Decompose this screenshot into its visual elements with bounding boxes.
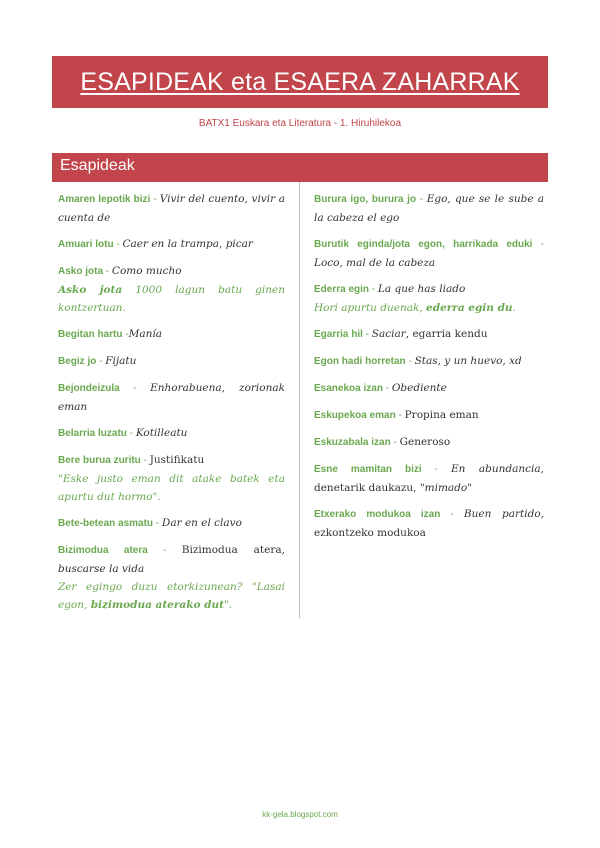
example-highlight: Asko jota [58, 284, 123, 296]
separator: - [122, 329, 129, 340]
example-text: . [512, 302, 516, 314]
meaning-text: Bizimodua atera, [181, 544, 285, 556]
expression-entry [314, 505, 544, 542]
meaning-text: Ego, que se le sube a la cabeza el ego [314, 193, 545, 224]
example-sentence [58, 281, 285, 317]
example-text: Hori apurtu duenak, [314, 302, 427, 314]
meaning-text: Stas, y un huevo, xd [414, 355, 522, 367]
separator: - [369, 284, 378, 295]
expression-term: Esanekoa izan [314, 383, 383, 394]
expression-term: Burutik eginda/jota egon, harrikada eduki [314, 239, 533, 250]
separator: - [103, 266, 112, 277]
separator: - [96, 356, 106, 367]
expression-entry [314, 352, 544, 371]
page-subtitle: BATX1 Euskara eta Literatura - 1. Hiruhilekoa [198, 118, 402, 129]
separator: - [416, 194, 427, 205]
separator: - [382, 383, 392, 394]
expression-term: Bizimodua atera [58, 545, 148, 556]
expression-term: Eskupekoa eman [314, 410, 396, 421]
section-header [52, 153, 548, 182]
expression-term: Egarria hil [314, 329, 363, 340]
expression-term: Belarria luzatu [58, 428, 127, 439]
meaning-text: La que has liado [377, 283, 466, 295]
meaning-text: Dar en el clavo [161, 517, 242, 529]
separator: - [150, 194, 160, 205]
separator: - [440, 509, 464, 520]
meaning-text: Loco, mal de la cabeza [314, 257, 436, 269]
separator: - [390, 437, 400, 448]
right-column [314, 182, 544, 542]
example-text: 1000 lagun batu ginen kontzertuan. [58, 284, 285, 314]
meaning-text: Vivir del cuento, vivir a cuenta de [58, 193, 286, 224]
section-title: Esapideak [60, 157, 135, 174]
example-text: ". [223, 599, 233, 611]
meaning-text: , egarria kendu [405, 328, 488, 340]
expression-entry [314, 190, 544, 227]
separator: - [147, 545, 182, 556]
expression-term: Amaren lepotik bizi [58, 194, 151, 205]
separator: - [395, 410, 405, 421]
example-text: Zer egingo duzu etorkizunean? "Lasai egon, [58, 581, 285, 611]
footer-url[interactable]: kk-gela.blogspot.com [262, 810, 338, 819]
meaning-text: Obediente [391, 382, 447, 394]
separator: - [113, 239, 123, 250]
expression-term: Egon hadi horretan [314, 356, 406, 367]
example-text: "Eske justo eman dit atake batek eta apurtu dut hormo". [58, 473, 285, 503]
meaning-text: Buen partido [463, 508, 541, 520]
expression-term: Ederra egin [314, 284, 370, 295]
expression-entry [314, 235, 544, 272]
expression-term: Etxerako modukoa izan [314, 509, 441, 520]
left-column [58, 182, 285, 614]
expression-entry [314, 379, 544, 398]
meaning-text: Saciar [371, 328, 406, 340]
meaning-text: Propina eman [404, 409, 479, 421]
meaning-text: Justifikatu [149, 454, 205, 466]
expression-entry [58, 451, 285, 506]
example-sentence [58, 470, 285, 506]
example-highlight: bizimodua aterako dut [90, 599, 224, 611]
expression-entry [58, 541, 285, 614]
separator: - [126, 428, 136, 439]
page-title: ESAPIDEAK eta ESAERA ZAHARRAK [80, 67, 520, 96]
expression-term: Asko jota [58, 266, 104, 277]
expression-term: Begiz jo [58, 356, 97, 367]
expression-entry [58, 379, 285, 416]
meaning-text: Fijatu [105, 355, 137, 367]
expression-term: Begitan hartu [58, 329, 123, 340]
expression-term: Bete-betean asmatu [58, 518, 154, 529]
expression-entry [58, 325, 285, 344]
expression-entry [58, 262, 285, 317]
expression-entry [58, 514, 285, 533]
separator: - [532, 239, 544, 250]
expression-entry [314, 406, 544, 425]
meaning-text: Caer en la trampa, picar [122, 238, 253, 250]
title-banner [52, 56, 548, 108]
expression-entry [314, 280, 544, 317]
example-sentence [58, 578, 285, 614]
separator: - [140, 455, 150, 466]
meaning-text: En abundancia [450, 463, 541, 475]
expression-term: Esne mamitan bizi [314, 464, 422, 475]
expression-entry [314, 433, 544, 452]
expression-entry [314, 460, 544, 497]
expression-entry [314, 325, 544, 344]
meaning-text: Manía [128, 328, 162, 340]
separator: - [362, 329, 372, 340]
expression-term: Amuari lotu [58, 239, 114, 250]
meaning-text: buscarse la vida [58, 563, 145, 575]
expression-entry [58, 235, 285, 254]
expression-term: Bejondeizula [58, 383, 120, 394]
meaning-text: , denetarik daukazu, [314, 463, 545, 494]
meaning-text: , ezkontzeko modukoa [314, 508, 544, 539]
expression-term: Bere burua zuritu [58, 455, 141, 466]
separator: - [153, 518, 162, 529]
column-divider [299, 182, 300, 618]
meaning-text: Kotilleatu [135, 427, 188, 439]
meaning-text: Como mucho [111, 265, 182, 277]
meaning-text: "mimado" [419, 482, 473, 494]
expression-entry [58, 352, 285, 371]
meaning-text: Generoso [399, 436, 451, 448]
expression-term: Eskuzabala izan [314, 437, 391, 448]
example-highlight: ederra egin du [426, 302, 513, 314]
example-sentence [314, 299, 544, 317]
separator: - [405, 356, 415, 367]
expression-entry [58, 424, 285, 443]
separator: - [421, 464, 451, 475]
expression-term: Burura igo, burura jo [314, 194, 417, 205]
meaning-text: Enhorabuena, zorionak eman [58, 382, 285, 413]
expression-entry [58, 190, 285, 227]
separator: - [119, 383, 151, 394]
